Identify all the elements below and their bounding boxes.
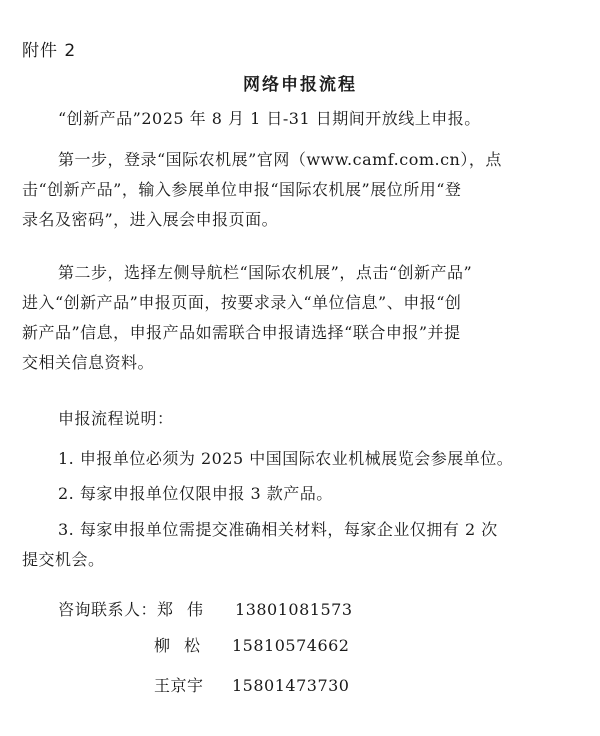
attachment-label: 附件 2 — [22, 41, 77, 61]
contact-phone: 15810574662 — [232, 636, 350, 655]
notes-heading: 申报流程说明： — [58, 409, 174, 428]
intro-paragraph — [58, 104, 578, 134]
intro-text: “创新产品”2025 年 8 月 1 日-31 日期间开放线上申报。 — [58, 109, 481, 128]
step2-line-4: 交相关信息资料。 — [22, 353, 155, 372]
contact-phone: 13801081573 — [235, 600, 353, 619]
step1-line-2: 击“创新产品”，输入参展单位申报“国际农机展”展位所用“登 — [22, 180, 462, 199]
notes-heading-block — [58, 404, 578, 434]
contact-name: 郑伟 — [157, 600, 218, 619]
note-item-3-line-1: 3. 每家申报单位需提交准确相关材料，每家企业仅拥有 2 次 — [58, 520, 498, 539]
contact-row-3 — [154, 673, 349, 696]
note-item-2: 2. 每家申报单位仅限申报 3 款产品。 — [58, 484, 333, 503]
contact-row-2 — [154, 633, 349, 656]
contact-name: 王京宇 — [154, 676, 204, 695]
contact-phone: 15801473730 — [232, 676, 350, 695]
contact-label: 咨询联系人： — [58, 600, 158, 619]
step2-line-1: 第二步，选择左侧导航栏“国际农机展”，点击“创新产品” — [58, 263, 473, 282]
step2-paragraph — [22, 258, 578, 378]
step1-line-1: 第一步，登录“国际农机展”官网（www.camf.com.cn），点 — [58, 150, 502, 169]
step1-paragraph — [22, 145, 578, 235]
note-item-1: 1. 申报单位必须为 2025 中国国际农业机械展览会参展单位。 — [58, 449, 514, 468]
step1-line-3: 录名及密码”，进入展会申报页面。 — [22, 210, 279, 229]
document-title: 网络申报流程 — [243, 75, 357, 95]
contact-row-1 — [58, 597, 353, 620]
step2-line-2: 进入“创新产品”申报页面，按要求录入“单位信息”、申报“创 — [22, 293, 462, 312]
note-item-3-line-2: 提交机会。 — [22, 550, 105, 569]
notes-list — [22, 444, 578, 575]
step2-line-3: 新产品”信息，申报产品如需联合申报请选择“联合申报”并提 — [22, 323, 461, 342]
contact-name: 柳松 — [154, 636, 215, 655]
